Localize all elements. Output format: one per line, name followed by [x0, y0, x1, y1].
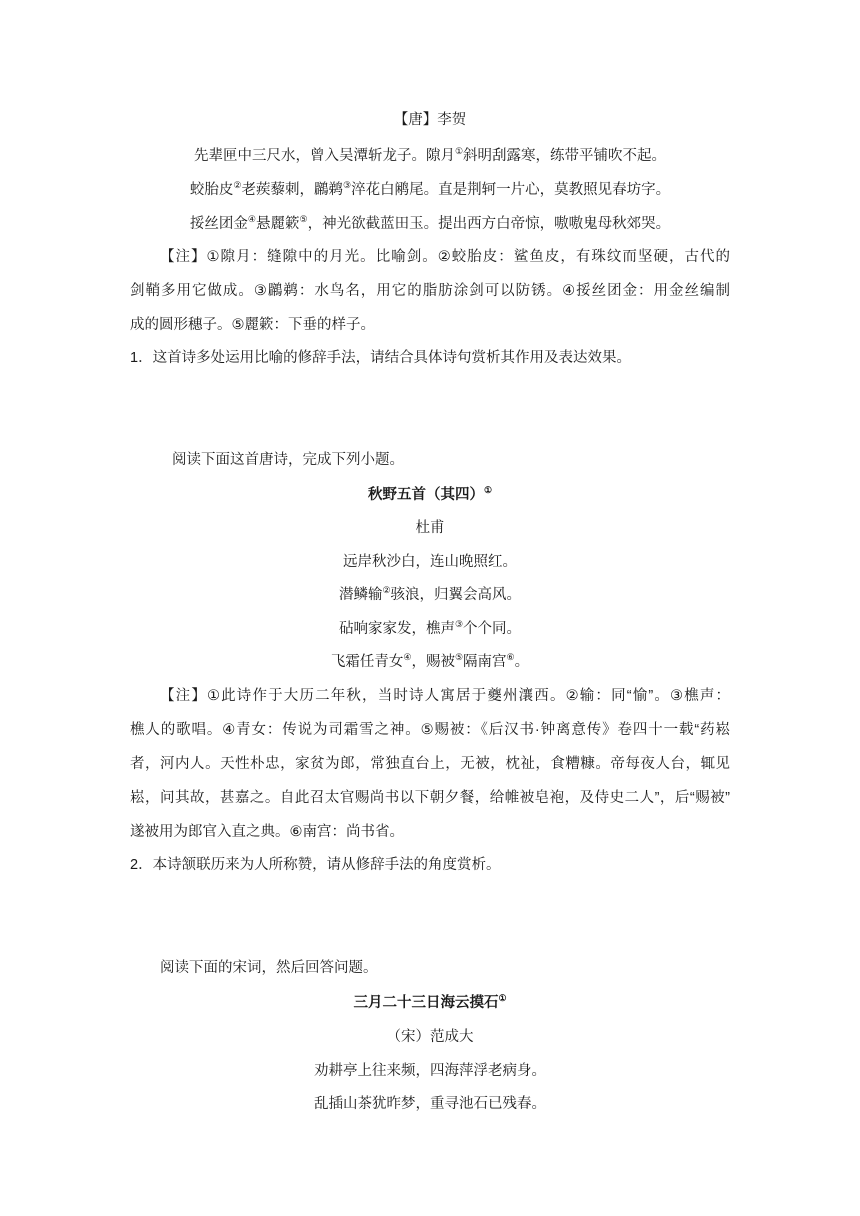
- poem2-note-line: 崧，问其故，甚嘉之。自此召太官赐尚书以下朝夕餐，给帷被皂袍，及侍史二人”，后“赐被”: [130, 790, 730, 806]
- poem1-author: 【唐】李贺: [393, 112, 467, 128]
- poem2-intro: 阅读下面这首唐诗，完成下列小题。: [172, 452, 404, 468]
- poem1-note-line: 【注】①隙月：缝隙中的月光。比喻剑。②蛟胎皮：鲨鱼皮，有珠纹而坚硬，古代的: [160, 249, 730, 265]
- poem2-line-3: 砧响家家发，樵声③个个同。: [338, 620, 522, 637]
- poem1-note-line: 成的圆形穗子。⑤麗簌：下垂的样子。: [130, 317, 375, 333]
- poem2-line-1: 远岸秋沙白，连山晚照红。: [343, 554, 517, 570]
- poem2-title: 秋野五首（其四）①: [367, 486, 493, 503]
- poem2-note-line: 遂被用为郎官入直之典。⑥南宫：尚书省。: [130, 824, 404, 840]
- poem1-line-3: 挼丝团金④悬麗簌⑤，神光欲截蓝田玉。提出西方白帝惊，嗷嗷鬼母秋郊哭。: [189, 215, 671, 232]
- poem3-title: 三月二十三日海云摸石①: [353, 994, 507, 1011]
- poem2-line-4: 飞霜任青女④，赐被⑤隔南宫⑥。: [330, 653, 530, 670]
- poem1-line-2: 蛟胎皮②老蒺藜刺，鸊鹈③淬花白鹇尾。直是荆轲一片心，莫教照见春坊字。: [189, 181, 671, 198]
- poem2-note-line: 樵人的歌唱。④青女：传说为司霜雪之神。⑤赐被：《后汉书·钟离意传》卷四十一载“药崧: [130, 722, 730, 738]
- poem2-line-2: 潜鳞输②骇浪，归翼会高风。: [338, 586, 522, 603]
- question-1: 1．这首诗多处运用比喻的修辞手法，请结合具体诗句赏析其作用及表达效果。: [130, 350, 632, 366]
- poem3-intro: 阅读下面的宋词，然后回答问题。: [160, 960, 378, 976]
- poem3-line-2: 乱插山茶犹昨梦，重寻池石已残春。: [314, 1096, 546, 1112]
- poem1-line-1: 先辈匣中三尺水，曾入吴潭斩龙子。隙月①斜明刮露寒，练带平铺吹不起。: [193, 147, 667, 164]
- poem2-note-line: 者，河内人。天性朴忠，家贫为郎，常独直台上，无被，枕祉，食糟糠。帝每夜人台，辄见: [130, 756, 730, 772]
- poem3-author: （宋）范成大: [386, 1029, 474, 1045]
- poem1-note-line: 剑鞘多用它做成。③鸊鹈：水鸟名，用它的脂肪涂剑可以防锈。④挼丝团金：用金丝编制: [130, 283, 730, 299]
- question-2: 2．本诗颔联历来为人所称赞，请从修辞手法的角度赏析。: [130, 857, 501, 873]
- poem2-note-line: 【注】①此诗作于大历二年秋，当时诗人寓居于夔州瀼西。②输：同“愉”。③樵声：: [160, 688, 730, 704]
- poem2-author: 杜甫: [415, 520, 445, 536]
- poem3-line-1: 劝耕亭上往来频，四海萍浮老病身。: [314, 1063, 546, 1079]
